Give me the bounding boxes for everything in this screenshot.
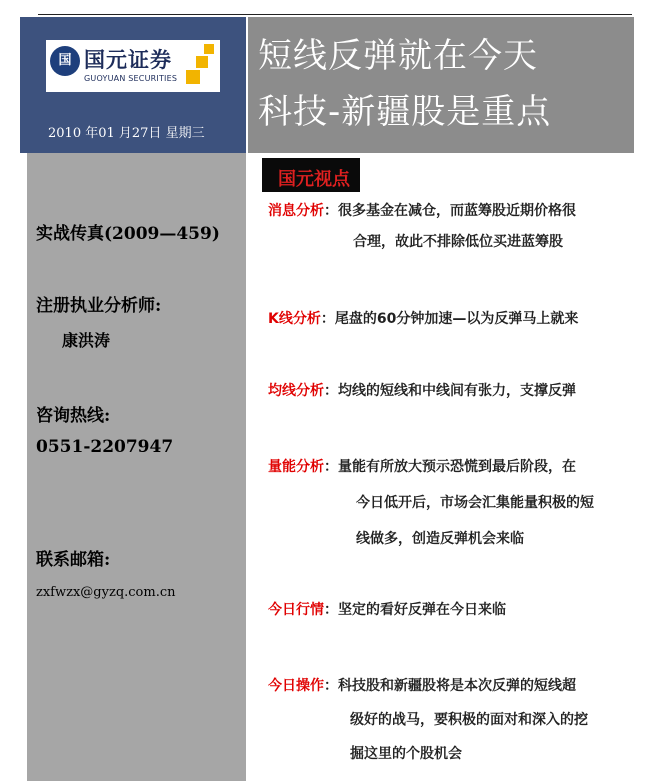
item-text: 合理，故此不排除低位买进蓝筹股 — [353, 234, 563, 250]
analysis-item-news — [268, 196, 576, 258]
logo — [46, 40, 220, 92]
section-badge-label: 国元视点 — [278, 169, 350, 190]
analysis-item-market-today — [268, 595, 506, 626]
logo-emblem-icon: 国 — [50, 46, 80, 76]
item-label: 今日操作 — [268, 678, 324, 694]
analysis-item-volume — [268, 449, 594, 557]
logo-square-icon — [196, 56, 208, 68]
item-text: ：均线的短线和中线间有张力，支撑反弹 — [324, 383, 576, 399]
analysis-item-operation-today — [268, 669, 588, 771]
email-label: 联系邮箱: — [36, 550, 111, 570]
logo-chinese-name: 国元证券 — [84, 48, 172, 72]
item-text: 级好的战马，要积极的面对和深入的挖 — [350, 712, 588, 728]
analysis-item-kline — [268, 304, 578, 335]
top-rule — [38, 14, 632, 15]
logo-square-icon — [186, 70, 200, 84]
analyst-name: 康洪涛 — [62, 331, 111, 350]
item-text: ：尾盘的60分钟加速—以为反弹马上就来 — [320, 311, 579, 327]
report-date: 2010 年01 月27日 星期三 — [48, 126, 205, 141]
item-text: ：坚定的看好反弹在今日来临 — [324, 602, 506, 618]
item-text: 线做多，创造反弹机会来临 — [356, 531, 524, 547]
item-text: 今日低开后，市场会汇集能量积极的短 — [356, 495, 594, 511]
item-label: 今日行情 — [268, 602, 324, 618]
item-text: 掘这里的个股机会 — [350, 746, 462, 762]
page-title-line2: 科技-新疆股是重点 — [258, 92, 552, 132]
analysis-item-moving-average — [268, 376, 576, 407]
item-label: K线分析 — [268, 311, 321, 327]
page-title-line1: 短线反弹就在今天 — [258, 36, 538, 76]
fax-number: 实战传真(2009—459) — [36, 224, 220, 244]
analyst-label: 注册执业分析师: — [36, 296, 162, 316]
item-text: ：很多基金在减仓，而蓝筹股近期价格很 — [324, 203, 576, 219]
logo-square-icon — [204, 44, 214, 54]
item-text: ：科技股和新疆股将是本次反弹的短线超 — [324, 678, 576, 694]
logo-english-name: GUOYUAN SECURITIES — [84, 74, 178, 83]
item-text: ：量能有所放大预示恐慌到最后阶段，在 — [324, 459, 576, 475]
item-label: 消息分析 — [268, 203, 324, 219]
email-address[interactable]: zxfwzx@gyzq.com.cn — [36, 585, 176, 600]
hotline-label: 咨询热线: — [36, 406, 111, 426]
item-label: 均线分析 — [268, 383, 324, 399]
item-label: 量能分析 — [268, 459, 324, 475]
hotline-number: 0551-2207947 — [36, 437, 174, 457]
sidebar — [27, 153, 246, 781]
